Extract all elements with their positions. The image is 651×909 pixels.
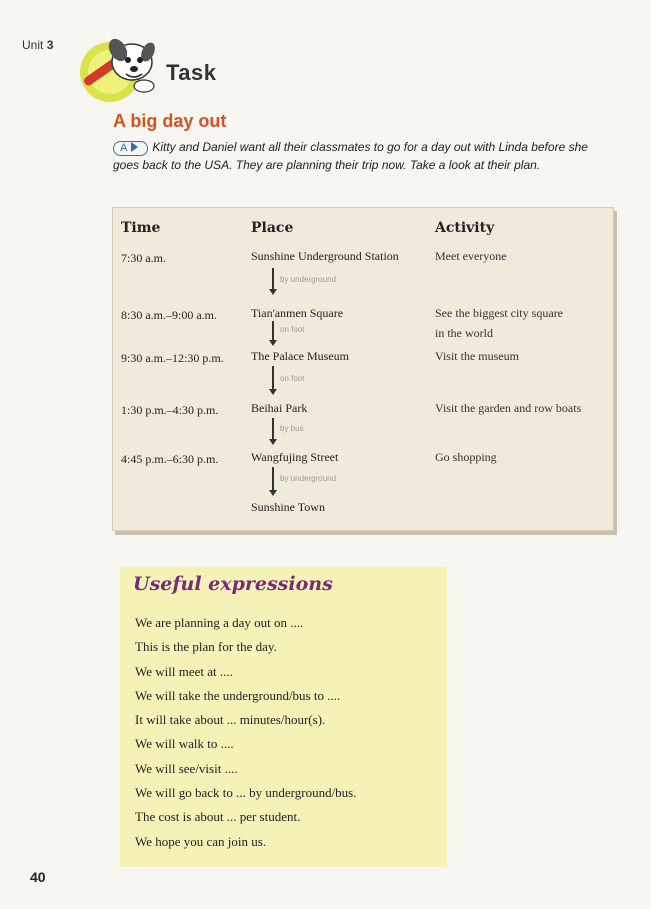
activity-header: Activity xyxy=(435,220,495,236)
section-title: A big day out xyxy=(113,111,227,131)
row-place: The Palace Museum xyxy=(251,349,349,363)
transport-label: on foot xyxy=(280,374,305,383)
arrow-down-icon xyxy=(272,321,274,341)
row-place: Sunshine Underground Station xyxy=(251,249,399,263)
list-item: We will meet at .... xyxy=(135,663,233,679)
unit-label xyxy=(22,38,53,52)
arrow-down-icon xyxy=(269,389,277,395)
row-time: 1:30 p.m.–4:30 p.m. xyxy=(121,403,219,417)
useful-expressions-list xyxy=(135,611,357,854)
list-item: We will see/visit .... xyxy=(135,760,238,776)
place-header: Place xyxy=(251,220,294,236)
page-number: 40 xyxy=(30,869,46,885)
row-time: 9:30 a.m.–12:30 p.m. xyxy=(121,351,224,365)
arrow-down-icon xyxy=(272,366,274,390)
row-place: Sunshine Town xyxy=(251,500,325,514)
transport-label: by bus xyxy=(280,424,304,433)
row-activity: in the world xyxy=(435,326,493,340)
row-activity: Go shopping xyxy=(435,450,497,464)
transport-label: on foot xyxy=(280,325,305,334)
transport-label: by underground xyxy=(280,474,337,483)
task-heading: Task xyxy=(166,60,217,85)
row-activity: Visit the museum xyxy=(435,349,519,363)
list-item: We will take the underground/bus to .... xyxy=(135,687,341,703)
row-activity: Visit the garden and row boats xyxy=(435,401,582,415)
arrow-down-icon xyxy=(269,340,277,346)
list-item: The cost is about ... per student. xyxy=(135,809,301,825)
arrow-down-icon xyxy=(272,467,274,491)
row-time: 8:30 a.m.–9:00 a.m. xyxy=(121,308,217,322)
list-item: We are planning a day out on .... xyxy=(135,615,304,630)
arrow-down-icon xyxy=(269,289,277,295)
transport-label: by underground xyxy=(280,275,337,284)
trip-plan-card xyxy=(112,207,614,531)
intro-paragraph xyxy=(113,138,593,174)
list-item: We will go back to ... by underground/bus. xyxy=(135,785,357,801)
cartoon-dog-mascot-icon xyxy=(74,28,169,108)
unit-prefix: Unit xyxy=(22,38,44,52)
row-time: 7:30 a.m. xyxy=(121,251,166,265)
list-item: We hope you can join us. xyxy=(135,833,267,849)
list-item: We will walk to .... xyxy=(135,736,234,752)
intro-text: Kitty and Daniel want all their classmates to go for a day out with Linda before she goes back to the USA. They are planning their trip now. Take a look at their plan. xyxy=(113,140,588,172)
row-activity: See the biggest city square xyxy=(435,306,563,320)
play-triangle-icon xyxy=(131,142,138,152)
row-place: Wangfujing Street xyxy=(251,450,339,464)
row-activity: Meet everyone xyxy=(435,249,507,263)
useful-expressions-box xyxy=(120,567,447,867)
unit-number: 3 xyxy=(46,38,54,52)
badge-letter: A xyxy=(120,142,128,154)
list-item: This is the plan for the day. xyxy=(135,639,277,655)
arrow-down-icon xyxy=(269,490,277,496)
row-time: 4:45 p.m.–6:30 p.m. xyxy=(121,452,219,466)
time-header: Time xyxy=(121,220,161,236)
useful-expressions-title: Useful expressions xyxy=(133,573,333,595)
list-item: It will take about ... minutes/hour(s). xyxy=(135,712,326,728)
row-place: Tian'anmen Square xyxy=(251,306,344,320)
audio-badge[interactable] xyxy=(113,141,148,156)
arrow-down-icon xyxy=(272,268,274,290)
arrow-down-icon xyxy=(269,439,277,445)
arrow-down-icon xyxy=(272,418,274,440)
row-place: Beihai Park xyxy=(251,401,308,415)
